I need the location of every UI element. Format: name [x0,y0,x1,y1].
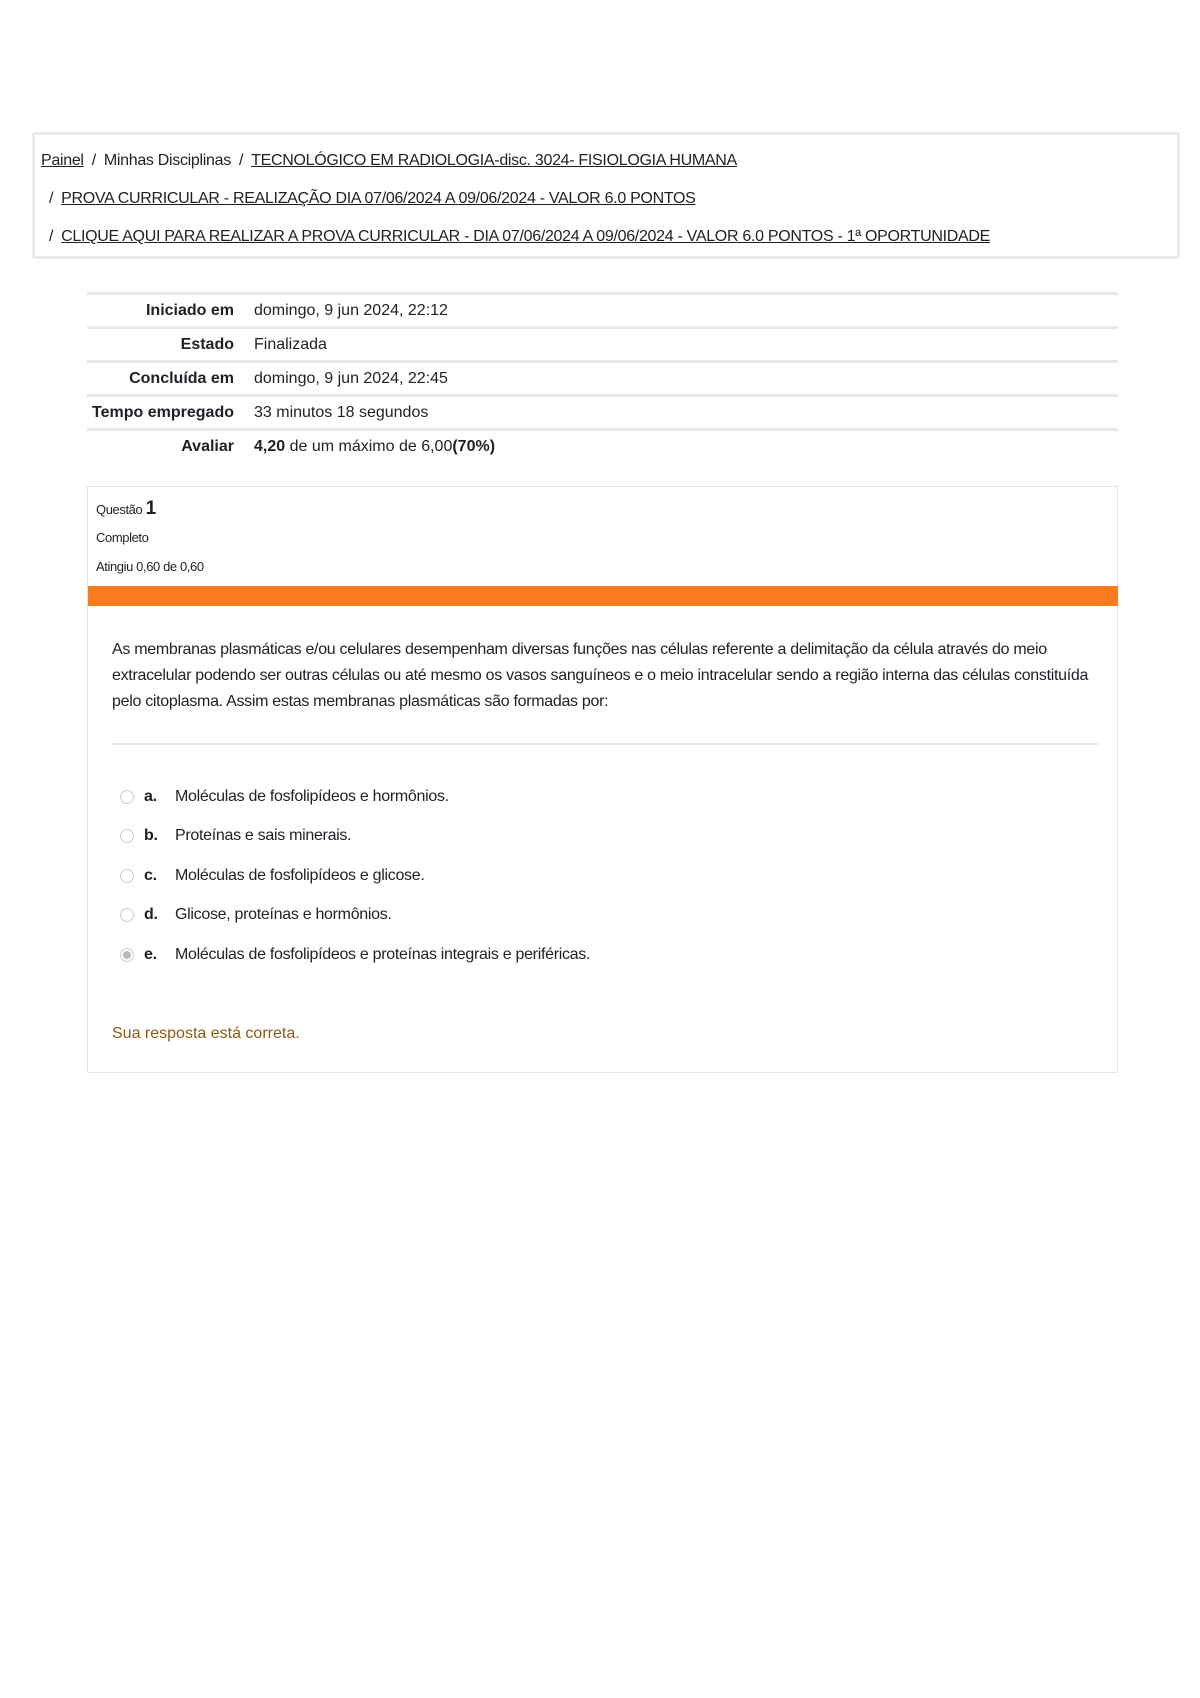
summary-row-started [87,292,1118,326]
answer-option-d[interactable] [120,896,590,936]
grade-percent: (70%) [452,438,496,455]
summary-label: Iniciado em [145,302,234,319]
question-info [88,487,1117,587]
answer-option-e[interactable] [120,935,590,975]
breadcrumb-separator: / [49,190,54,207]
radio-button[interactable] [120,829,134,843]
summary-value [252,435,495,459]
option-text: Moléculas de fosfolipídeos e hormônios. [175,787,449,805]
summary-label: Avaliar [181,438,234,455]
summary-value: 33 minutos 18 segundos [254,404,429,421]
breadcrumb [32,132,1180,259]
question-number: 1 [145,498,156,519]
option-letter: c. [144,866,157,884]
answer-options [120,777,590,975]
summary-value: domingo, 9 jun 2024, 22:45 [254,370,448,387]
breadcrumb-painel[interactable]: Painel [41,152,84,169]
answer-option-c[interactable] [120,856,590,896]
grade-max: de um máximo de 6,00 [289,438,453,455]
attempt-summary-table [87,292,1118,462]
question-text: As membranas plasmáticas e/ou celulares desempenham diversas funções nas células referente a delimitação da célula através do meio extracelular podendo ser outras células ou até mesmo os vasos sanguíneos e o meio intracelular sendo a região interna das células constituída pelo citoplasma. Assim estas membranas plasmáticas são formadas por: [112,641,1089,710]
question-card [87,486,1118,1073]
radio-button[interactable] [120,869,134,883]
option-text: Moléculas de fosfolipídeos e glicose. [175,866,425,884]
summary-value: domingo, 9 jun 2024, 22:12 [254,302,448,319]
breadcrumb-separator: / [238,152,244,169]
summary-label: Estado [180,336,234,353]
divider [112,743,1098,745]
summary-label: Concluída em [129,370,234,387]
option-letter: d. [144,906,158,924]
summary-row-state [87,326,1118,360]
breadcrumb-minhas-disciplinas: Minhas Disciplinas [103,152,231,169]
option-letter: e. [144,945,157,963]
question-grade: Atingiu 0,60 de 0,60 [96,559,204,574]
radio-button[interactable] [120,790,134,804]
feedback-text: Sua resposta está correta. [112,1025,300,1042]
option-letter: b. [144,827,158,845]
answer-option-a[interactable] [120,777,590,817]
option-text: Moléculas de fosfolipídeos e proteínas integrais e periféricas. [175,945,591,963]
summary-value: Finalizada [254,336,327,353]
radio-button[interactable] [120,908,134,922]
breadcrumb-quiz[interactable]: CLIQUE AQUI PARA REALIZAR A PROVA CURRICULAR - DIA 07/06/2024 A 09/06/2024 - VALOR 6.0 PONTOS - 1ª OPORTUNIDADE [61,228,991,245]
option-text: Proteínas e sais minerais. [175,827,352,845]
breadcrumb-section[interactable]: PROVA CURRICULAR - REALIZAÇÃO DIA 07/06/2024 A 09/06/2024 - VALOR 6.0 PONTOS [61,190,696,207]
breadcrumb-course[interactable]: TECNOLÓGICO EM RADIOLOGIA-disc. 3024- FISIOLOGIA HUMANA [251,152,737,169]
summary-label: Tempo empregado [92,404,234,421]
question-label: Questão [96,502,143,517]
summary-row-completed [87,360,1118,394]
grade-score: 4,20 [254,438,286,455]
summary-row-time [87,394,1118,428]
option-text: Glicose, proteínas e hormônios. [175,906,392,924]
question-status: Completo [96,530,149,545]
breadcrumb-separator: / [91,152,96,169]
option-letter: a. [144,787,157,805]
radio-button-selected[interactable] [120,948,134,962]
question-accent-bar [88,586,1118,606]
summary-row-grade [87,428,1118,462]
answer-option-b[interactable] [120,817,590,857]
breadcrumb-separator: / [49,228,54,245]
